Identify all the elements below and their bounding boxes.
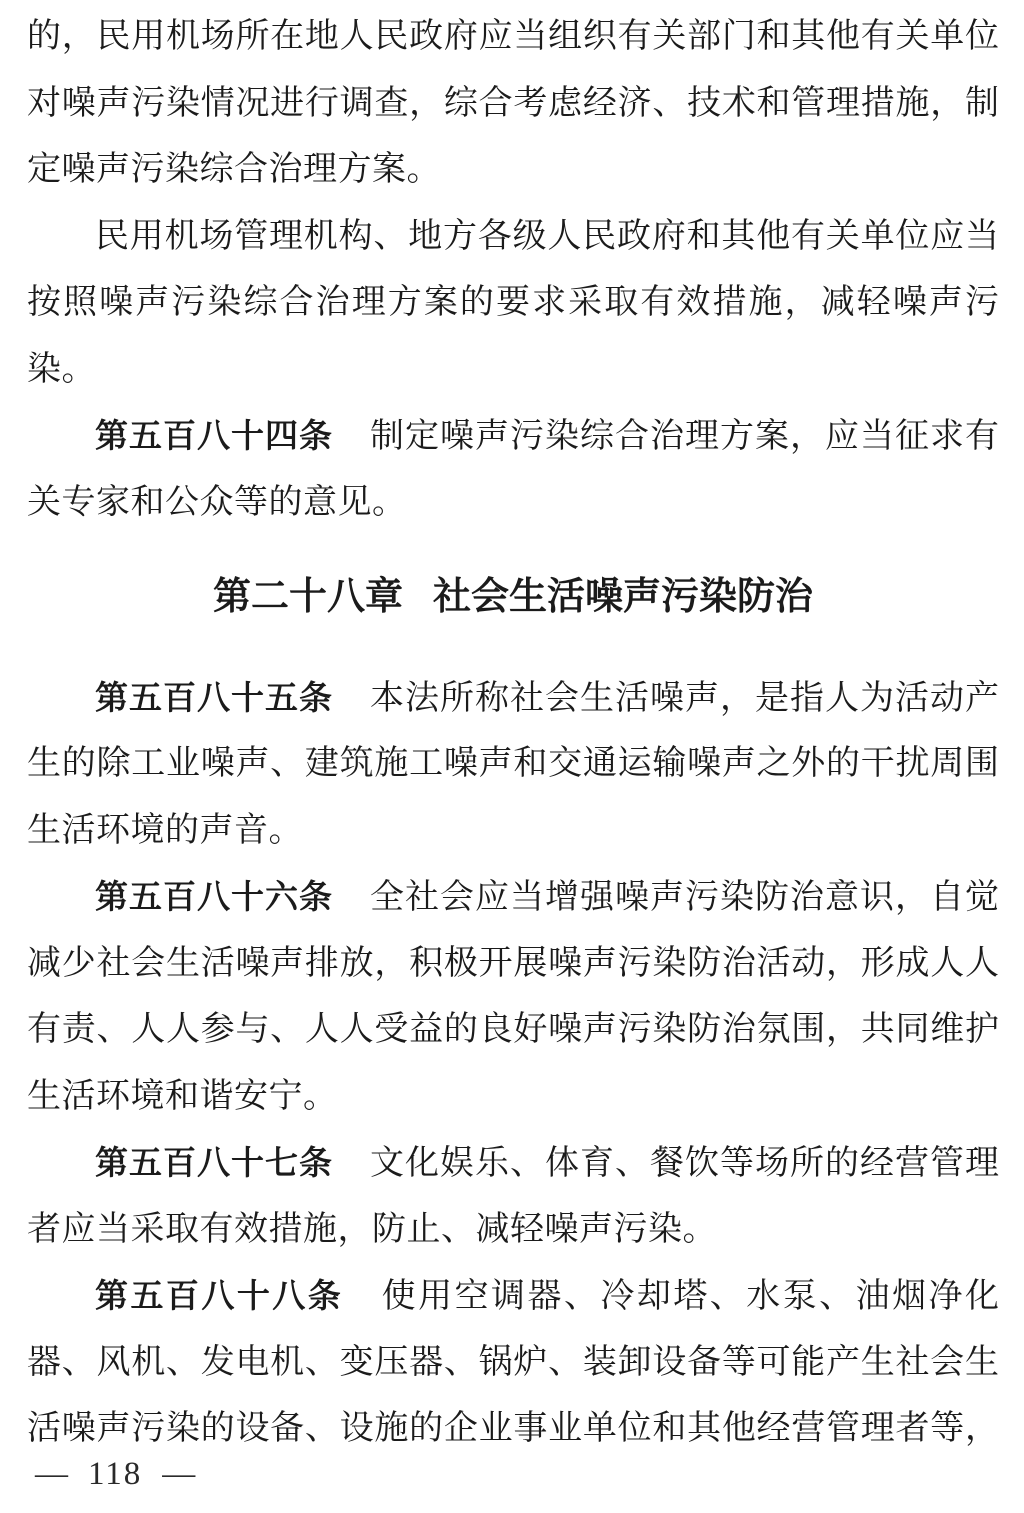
line-text: 活噪声污染的设备、设施的企业事业单位和其他经营管理者等， <box>27 1410 999 1447</box>
text-line <box>27 270 999 337</box>
line-text: 器、风机、发电机、变压器、锅炉、装卸设备等可能产生社会生 <box>27 1343 999 1381</box>
text-line <box>27 204 999 271</box>
text-line <box>27 997 999 1064</box>
article-number: 第五百八十八条 <box>95 1277 344 1314</box>
line-text: 生的除工业噪声、建筑施工噪声和交通运输噪声之外的干扰周围 <box>27 745 999 782</box>
line-text: 生活环境的声音。 <box>27 811 303 849</box>
article-number: 第五百八十六条 <box>95 878 333 915</box>
line-text: 定噪声污染综合治理方案。 <box>27 151 441 188</box>
text-line <box>27 4 999 71</box>
line-text: 全社会应当增强噪声污染防治意识，自觉 <box>369 879 999 916</box>
page-number: 118 <box>88 1456 143 1492</box>
line-text: 的，民用机场所在地人民政府应当组织有关部门和其他有关单位 <box>27 18 999 55</box>
chapter-number: 第二十八章 <box>212 576 403 618</box>
line-text: 按照噪声污染综合治理方案的要求采取有效措施，减轻噪声污 <box>27 284 999 321</box>
text-line <box>27 71 999 138</box>
text-line <box>27 137 999 204</box>
line-text: 生活环境和谐安宁。 <box>27 1077 338 1115</box>
page-footer <box>35 1452 195 1496</box>
line-text: 使用空调器、冷却塔、水泵、油烟净化 <box>379 1278 1000 1315</box>
line-text: 对噪声污染情况进行调查，综合考虑经济、技术和管理措施，制 <box>27 84 999 122</box>
article-number: 第五百八十七条 <box>95 1144 333 1181</box>
text-line <box>27 665 999 732</box>
text-line <box>27 1330 999 1397</box>
line-text: 减少社会生活噪声排放，积极开展噪声污染防治活动，形成人人 <box>27 944 999 982</box>
line-text: 本法所称社会生活噪声，是指人为活动产 <box>369 679 999 717</box>
text-line <box>27 864 999 931</box>
text-line <box>27 470 999 537</box>
line-text: 民用机场管理机构、地方各级人民政府和其他有关单位应当 <box>95 217 999 255</box>
line-text: 制定噪声污染综合治理方案，应当征求有 <box>369 418 999 455</box>
article-number: 第五百八十五条 <box>95 678 333 716</box>
footer-dash-left: — <box>35 1456 68 1492</box>
footer-dash-right: — <box>162 1456 196 1492</box>
article-number: 第五百八十四条 <box>95 417 333 454</box>
line-text: 有责、人人参与、人人受益的良好噪声污染防治氛围，共同维护 <box>27 1011 999 1048</box>
text-line <box>27 1064 999 1131</box>
chapter-title: 社会生活噪声污染防治 <box>433 576 814 618</box>
text-line <box>27 1197 999 1264</box>
line-text: 染。 <box>27 350 96 388</box>
text-line <box>27 1130 999 1197</box>
chapter-heading <box>27 564 999 631</box>
text-line <box>27 931 999 998</box>
text-line <box>27 403 999 470</box>
text-line <box>27 1263 999 1330</box>
text-line <box>27 798 999 865</box>
line-text: 者应当采取有效措施，防止、减轻噪声污染。 <box>27 1210 717 1248</box>
text-line <box>27 731 999 798</box>
line-text: 关专家和公众等的意见。 <box>27 483 407 521</box>
document-lines <box>27 4 999 1463</box>
text-line <box>27 337 999 404</box>
line-text: 文化娱乐、体育、餐饮等场所的经营管理 <box>369 1145 999 1182</box>
